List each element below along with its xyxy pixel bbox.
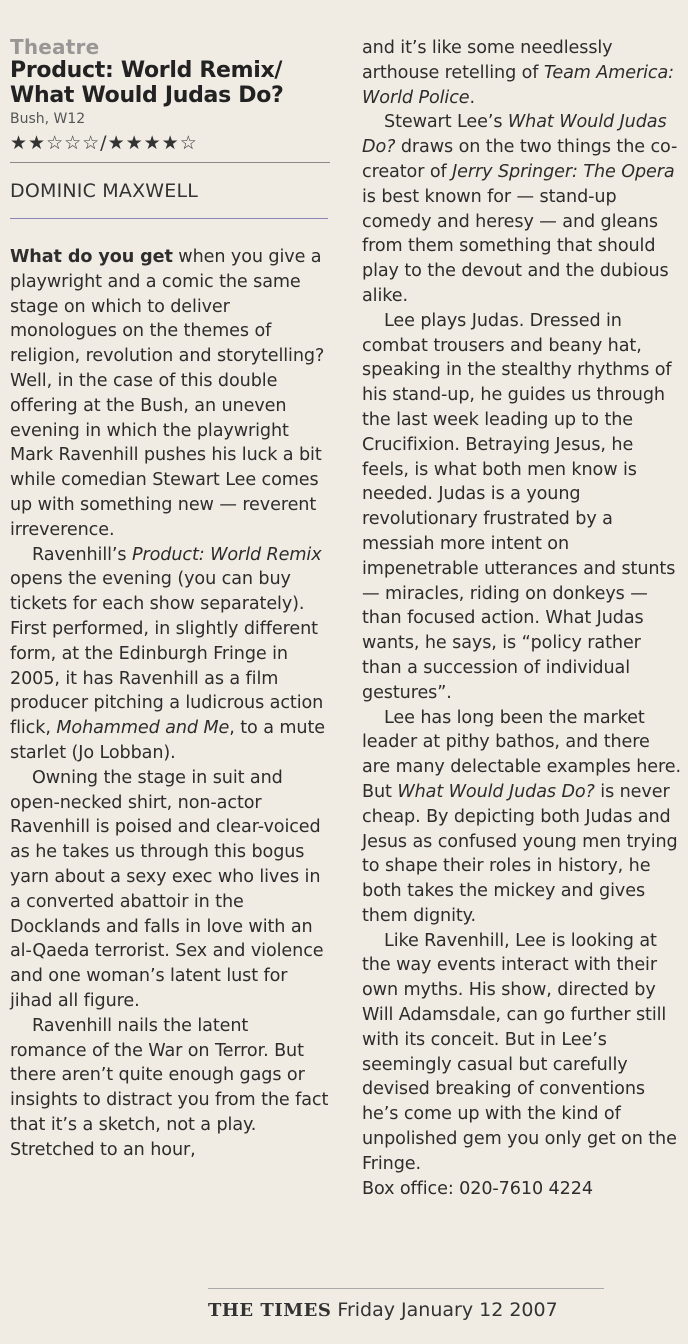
title-italic: What Would Judas Do? [362, 112, 667, 158]
paragraph: Lee plays Judas. Dressed in combat trousers and beany hat, speaking in the stealthy rhythms of his stand-up, he guides us through the last week leading up to the Crucifixion. Betraying Jesus, he feels, is what both men know is needed. Judas is a young revolutionary frustrated by a messiah more intent on impenetrable utterances and stunts — miracles, riding on donkeys — than focused action. What Judas wants, he says, is “policy rather than a succession of individual gestures”. [362, 310, 676, 703]
column-left [10, 0, 330, 1162]
box-office: Box office: 020-7610 4224 [362, 1178, 593, 1199]
star-rating: ★★☆☆☆/★★★★☆ [10, 132, 198, 154]
text: , to a mute starlet (Jo Lobban). [10, 718, 325, 763]
title-italic: What Would Judas Do? [397, 781, 595, 802]
text: Stewart Lee’s [384, 112, 508, 133]
paragraph [362, 36, 682, 110]
paragraph [362, 706, 682, 929]
page-footer [208, 1288, 604, 1324]
section-label: Theatre [10, 35, 100, 59]
text: is best known for — stand-up comedy and heresy — and gleans from them something that should play to the devout and the dubious alike. [362, 186, 669, 306]
paragraph: Owning the stage in suit and open-necked shirt, non-actor Ravenhill is poised and clear-voiced as he takes us through this bogus yarn about a sexy exec who lives in a converted abattoir in the Docklands and falls in love with an al-Qaeda terrorist. Sex and violence and one woman’s latent lust for jihad all figure. [10, 767, 324, 1011]
paragraph: Ravenhill nails the latent romance of the War on Terror. But there aren’t quite enough gags or insights to distract you from the fact that it’s a sketch, not a play. Stretched to an hour, [10, 1015, 329, 1160]
divider [10, 218, 328, 219]
divider [10, 162, 330, 163]
text: Ravenhill’s [32, 544, 132, 565]
title-italic: Product: World Remix [131, 544, 322, 565]
headline: Product: World Remix/ What Would Judas Do? [10, 58, 284, 108]
text: . [469, 87, 475, 108]
newspaper-name: THE TIMES [208, 1300, 332, 1321]
text: and it’s like some needlessly arthouse retelling of [362, 38, 613, 83]
title-italic: Team America: World Police [362, 62, 675, 108]
paragraph [10, 245, 330, 543]
text: is never cheap. By depicting both Judas and Jesus as confused young men trying to shape their roles in history, he both takes the mickey and gives them dignity. [362, 781, 678, 926]
paragraph: Like Ravenhill, Lee is looking at the way events interact with their own myths. His show, directed by Will Adamsdale, can go further still with its conceit. But in Lee’s seemingly casual but carefully devised breaking of conventions he’s come up with the kind of unpolished gem you only get on the Fringe. [362, 930, 677, 1174]
text: opens the evening (you can buy tickets for each show separately). First performed, in slightly different form, at the Edinburgh Fringe in 2005, it has Ravenhill as a film producer pitching a ludicrous action flick, [10, 569, 324, 739]
text: draws on the two things the co-creator of [362, 137, 678, 182]
column-right [362, 0, 682, 1201]
byline: DOMINIC MAXWELL [10, 180, 199, 202]
text: when you give a playwright and a comic the same stage on which to deliver monologues on the themes of religion, revolution and storytelling? Well, in the case of this double offering at the Bush, an uneven evening in which the playwright Mark Ravenhill pushes his luck a bit while comedian Stewart Lee comes up with something new — reverent irreverence. [10, 247, 325, 540]
paragraph [10, 543, 330, 766]
title-italic: Mohammed and Me [56, 718, 230, 739]
publication-date: Friday January 12 2007 [337, 1299, 558, 1321]
article-body-left [10, 245, 330, 1162]
text: Lee has long been the market leader at pithy bathos, and there are many delectable examples here. But [362, 707, 681, 802]
article-body-right [362, 36, 682, 1201]
paragraph [362, 110, 682, 308]
venue: Bush, W12 [10, 111, 86, 127]
title-italic: Jerry Springer: The Opera [452, 161, 675, 182]
lead-in: What do you get [10, 247, 173, 267]
